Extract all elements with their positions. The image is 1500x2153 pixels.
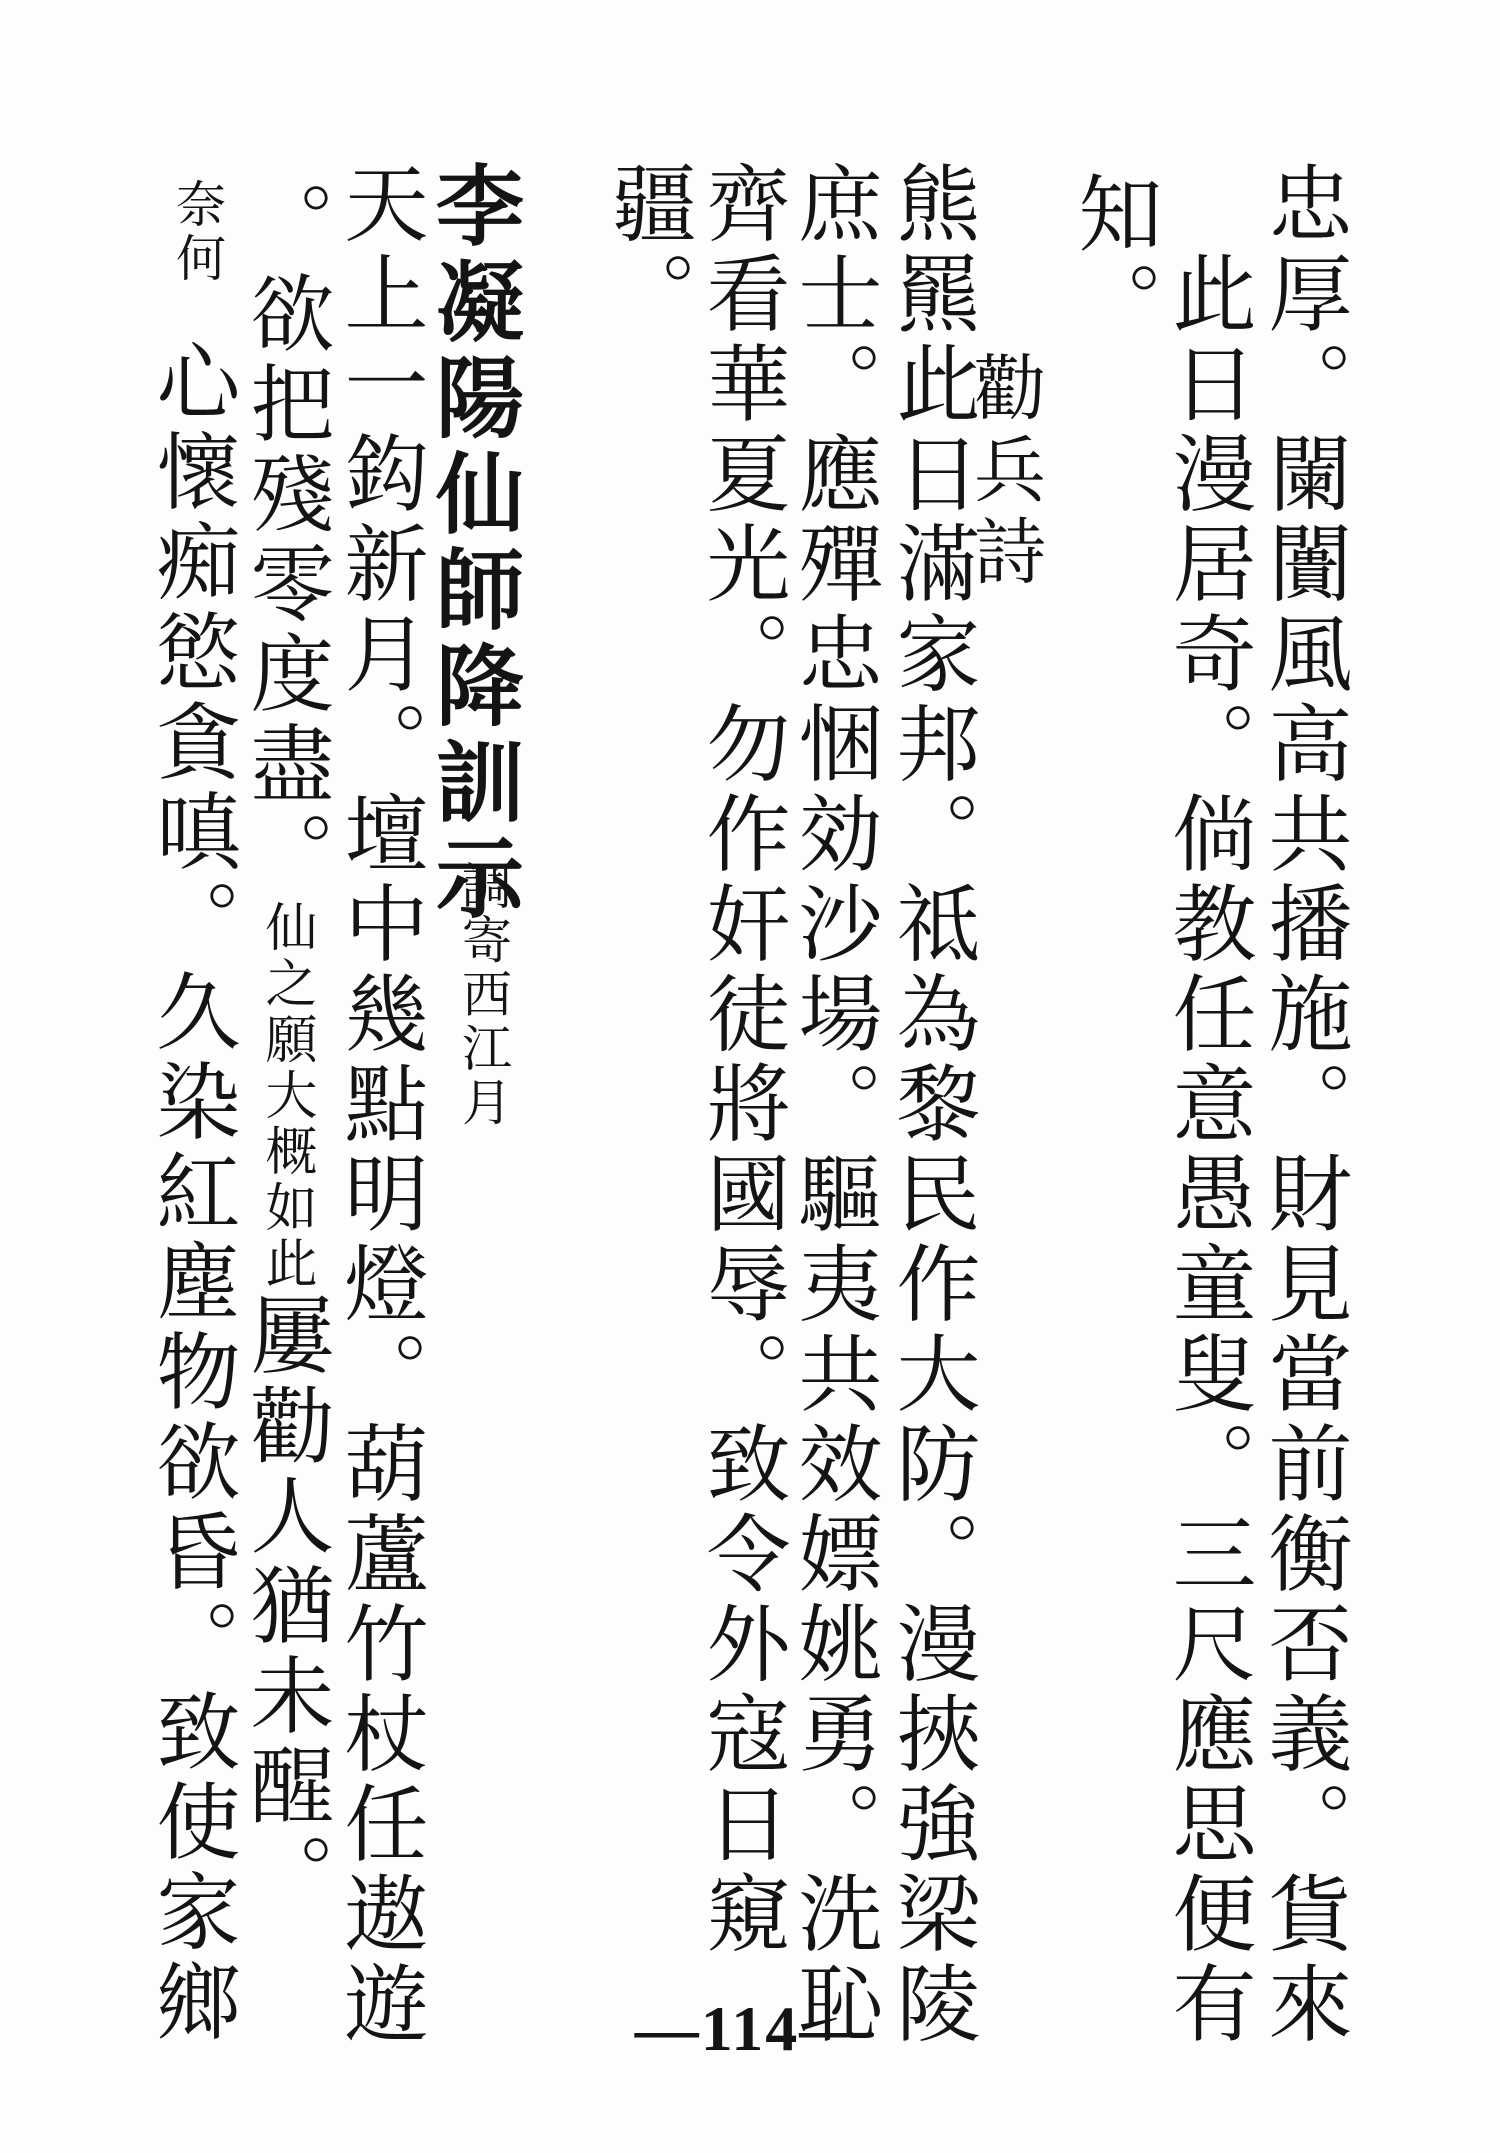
text-column-5: 熊羆此日滿家邦。祗為黎民作大防。漫挾強梁陵: [883, 160, 981, 2050]
text-column-12: 心懷痴慾貪嗔。久染紅塵物欲昏。致使家鄉: [143, 338, 241, 2048]
page-number: —114—: [634, 1993, 866, 2064]
text-column-11-part-b: 屢勸人猶未醒。: [237, 1292, 335, 1922]
text-column-10: 天上一鈎新月。壇中幾點明燈。葫蘆竹杖任遨遊: [331, 160, 429, 2050]
text-column-6: 庶士。應殫忠悃効沙場。驅夷共效嫖姚勇。洗恥: [785, 160, 883, 2050]
marginal-note: 奈何: [168, 178, 226, 286]
section-title: [422, 160, 526, 928]
text-column-1: 忠厚。闌闠風高共播施。財見當前衡否義。貨來: [1255, 160, 1353, 2050]
text-column-11-part-a: 。欲把殘零度盡。: [237, 180, 335, 900]
text-column-7: 齊看華夏光。勿作奸徒將國辱。致令外寇日窺: [693, 160, 791, 1960]
poem-heading: 勸兵詩: [962, 350, 1046, 596]
text-column-3: 知。: [1065, 170, 1163, 350]
text-column-2: 此日漫居奇。倘教任意愚童叟。三尺應思便有: [1159, 250, 1257, 2050]
tune-name: 調寄西江月: [454, 860, 512, 1130]
section-title-text: 李凝陽仙師降訓示: [422, 160, 526, 928]
text-column-8: 疆。: [599, 160, 697, 340]
text-column-11: [237, 180, 335, 1960]
interlinear-note: 仙之願大概如此: [256, 900, 316, 1292]
